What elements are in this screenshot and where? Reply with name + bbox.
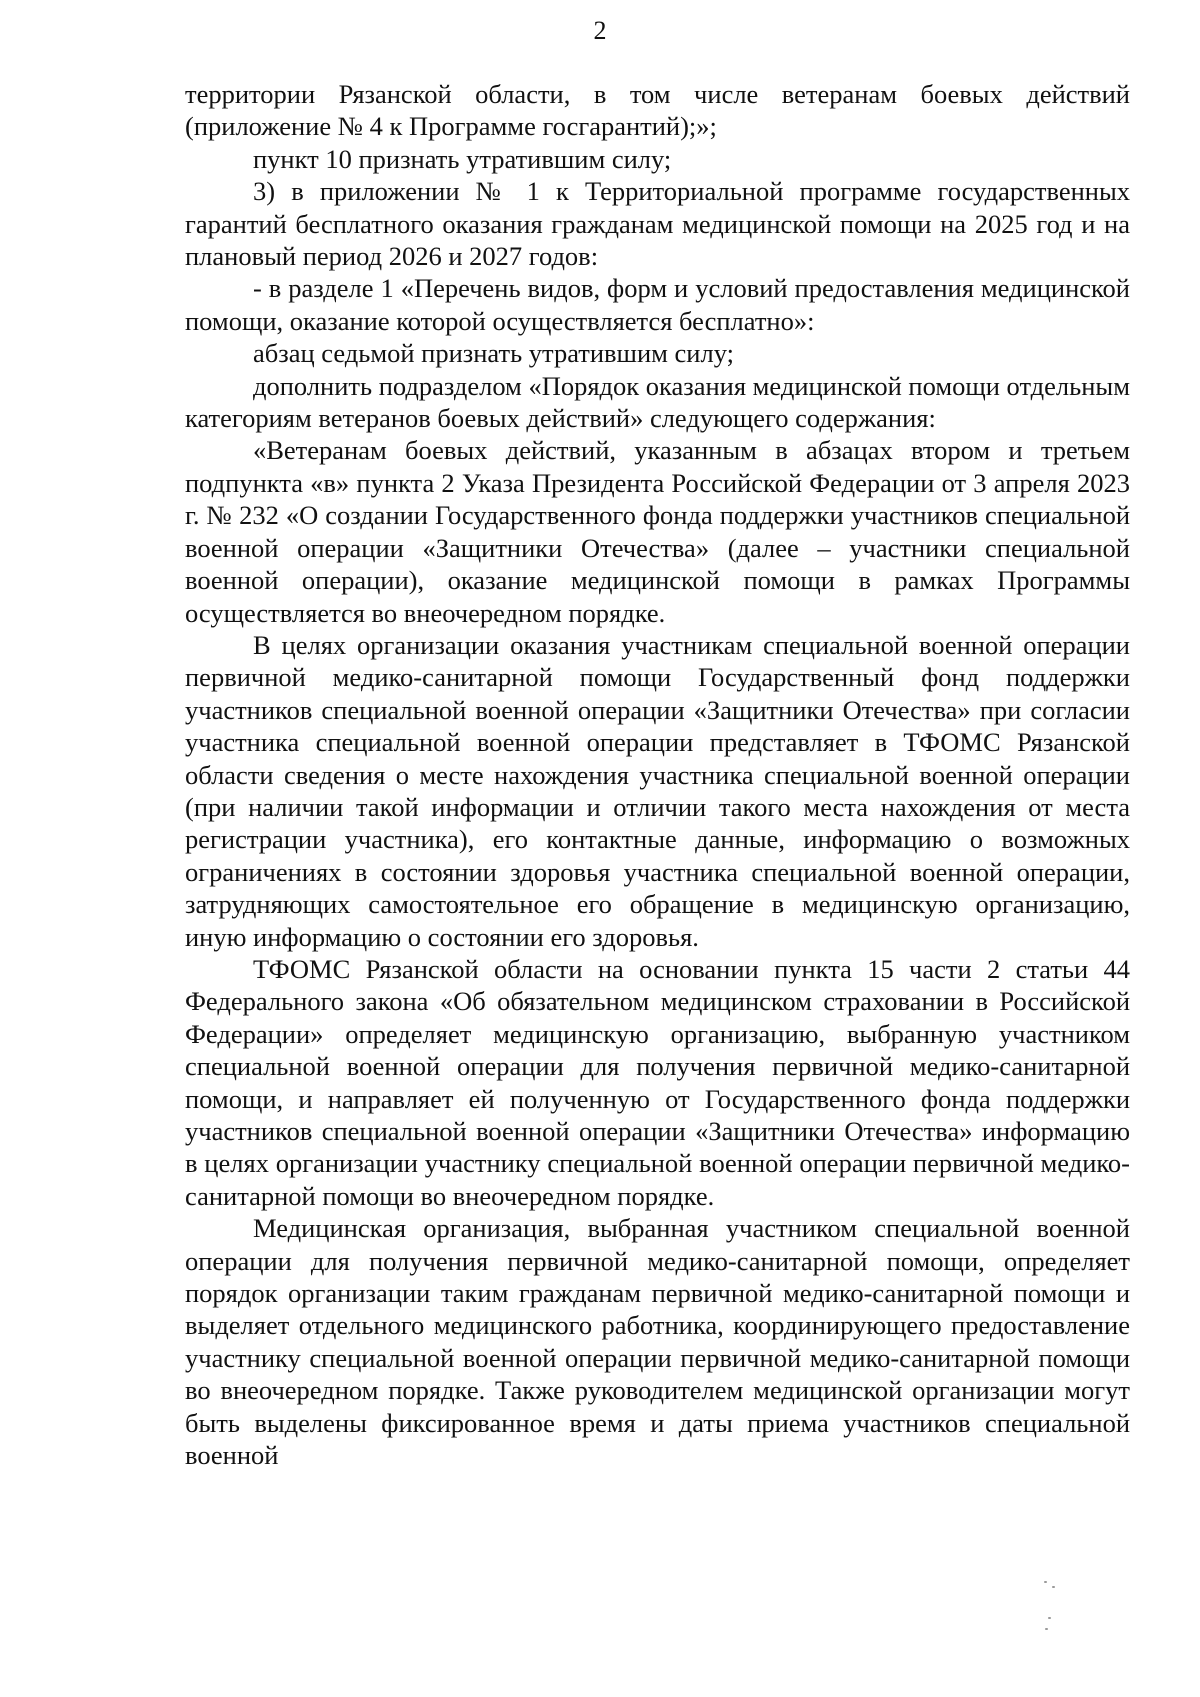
paragraph-9: ТФОМС Рязанской области на основании пункта 15 части 2 статьи 44 Федерального закона «Об обязательном медицинском страховании в Российской Федерации» определяет медицинскую организацию, выбранную участником специальной военной операции для получения первичной медико-санитарной помощи, и направляет ей полученную от Государственного фонда поддержки участников специальной военной операции «Защитники Отечества» информацию в целях организации участнику специальной военной операции первичной медико-санитарной помощи во внеочередном порядке.	[185, 953, 1130, 1211]
document-body	[185, 78, 1130, 1471]
paragraph-6: дополнить подразделом «Порядок оказания медицинской помощи отдельным категориям ветеранов боевых действий» следующего содержания:	[185, 370, 1130, 434]
paragraph-5: абзац седьмой признать утратившим силу;	[253, 338, 734, 369]
scan-speck	[1048, 1617, 1051, 1619]
scan-speck	[1045, 1628, 1048, 1630]
scan-speck	[1044, 1581, 1047, 1583]
scan-speck	[1052, 1586, 1055, 1588]
paragraph-10: Медицинская организация, выбранная участником специальной военной операции для получения первичной медико-санитарной помощи, определяет порядок организации таким гражданам первичной медико-санитарной помощи и выделяет отдельного медицинского работника, координирующего предоставление участнику специальной военной операции первичной медико-санитарной помощи во внеочередном порядке. Также руководителем медицинской организации могут быть выделены фиксированное время и даты приема участников специальной военной	[185, 1213, 1130, 1471]
paragraph-2: пункт 10 признать утратившим силу;	[253, 143, 672, 174]
paragraph-1: территории Рязанской области, в том числе ветеранам боевых действий (приложение № 4 к Программе госгарантий);»;	[185, 79, 1130, 142]
paragraph-3: 3) в приложении № 1 к Территориальной программе государственных гарантий бесплатного оказания гражданам медицинской помощи на 2025 год и на плановый период 2026 и 2027 годов:	[185, 176, 1130, 272]
page-number: 2	[593, 16, 607, 45]
paragraph-7: «Ветеранам боевых действий, указанным в абзацах втором и третьем подпункта «в» пункта 2 Указа Президента Российской Федерации от 3 апреля 2023 г. № 232 «О создании Государственного фонда поддержки участников специальной военной операции «Защитники Отечества» (далее – участники специальной военной операции), оказание медицинской помощи в рамках Программы осуществляется во внеочередном порядке.	[185, 435, 1130, 628]
paragraph-4: - в разделе 1 «Перечень видов, форм и условий предоставления медицинской помощи, оказание которой осуществляется бесплатно»:	[185, 273, 1130, 336]
paragraph-8: В целях организации оказания участникам специальной военной операции первичной медико-санитарной помощи Государственный фонд поддержки участников специальной военной операции «Защитники Отечества» при согласии участника специальной военной операции представляет в ТФОМС Рязанской области сведения о месте нахождения участника специальной военной операции (при наличии такой информации и отличии такого места нахождения от места регистрации участника), его контактные данные, информацию о возможных ограничениях в состоянии здоровья участника специальной военной операции, затрудняющих самостоятельное его обращение в медицинскую организацию, иную информацию о состоянии его здоровья.	[185, 629, 1130, 952]
